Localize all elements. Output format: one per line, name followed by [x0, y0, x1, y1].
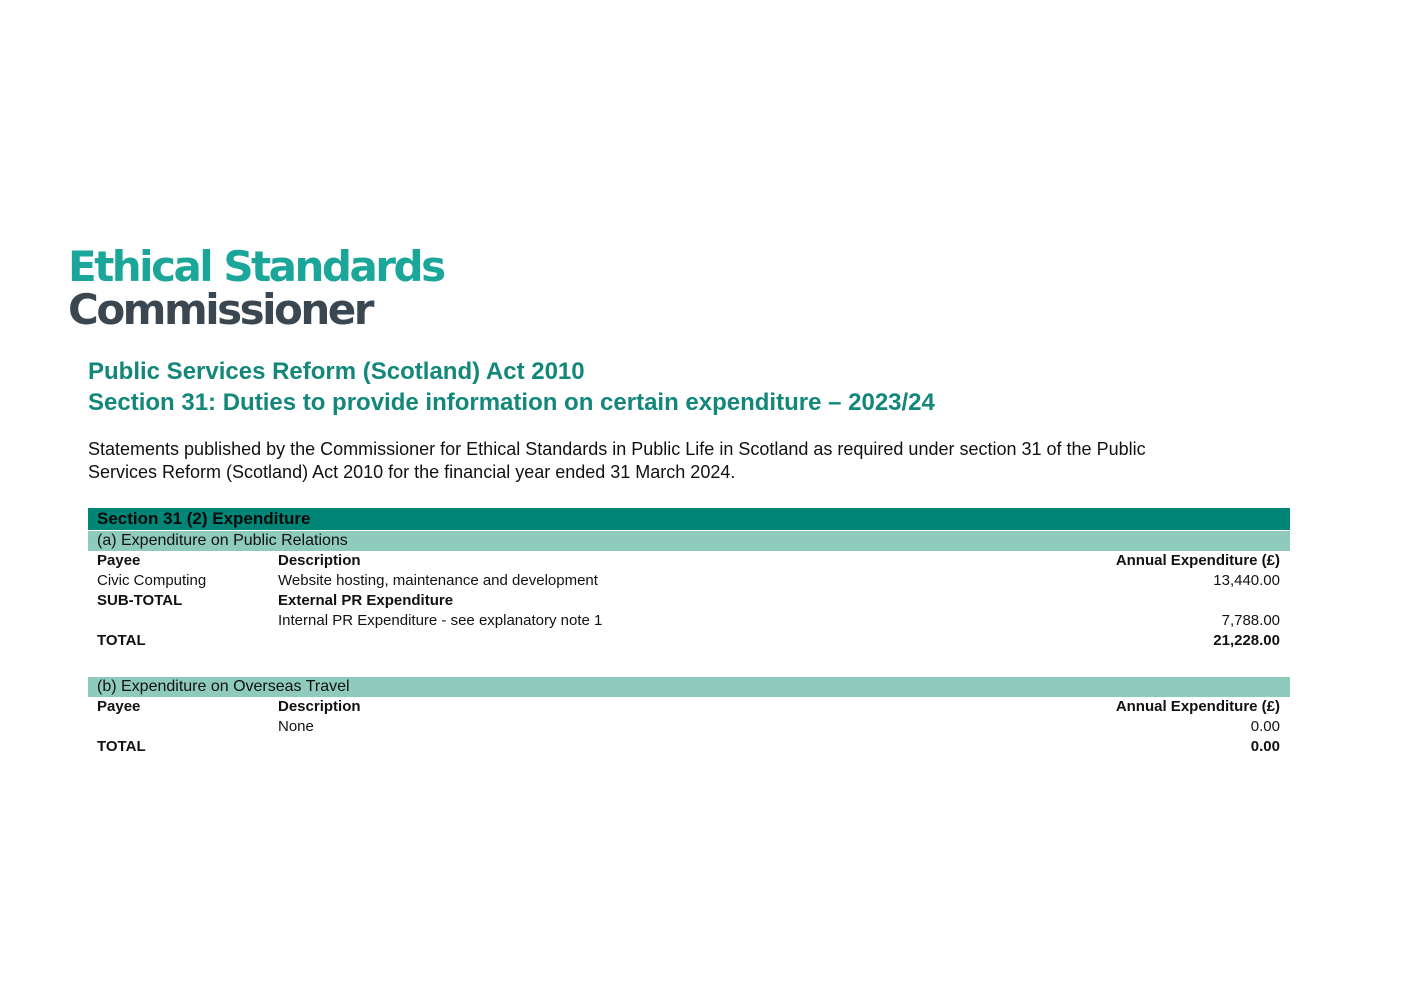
travel-col-description: Description [278, 698, 361, 715]
travel-column-header-row [88, 697, 1290, 717]
table-row [88, 717, 1290, 737]
pr-internal-amount: 7,788.00 [1221, 612, 1280, 629]
expenditure-table [88, 508, 1290, 651]
pr-subtotal-row [88, 591, 1290, 611]
section-header-bar: Section 31 (2) Expenditure [88, 508, 1290, 530]
pr-col-payee: Payee [97, 552, 141, 569]
intro-line-1: Statements published by the Commissioner for Ethical Standards in Public Life in Scotland as required under section 31 of the Public [88, 439, 1146, 459]
pr-total-amount: 21,228.00 [1213, 632, 1280, 649]
pr-row1-payee: Civic Computing [97, 572, 207, 589]
logo-line-ethical-standards: Ethical Standards [68, 242, 444, 291]
pr-total-label: TOTAL [97, 632, 146, 649]
pr-col-amount: Annual Expenditure (£) [1115, 552, 1280, 569]
pr-column-header-row [88, 551, 1290, 571]
pr-subtotal-description: External PR Expenditure [278, 592, 454, 609]
travel-total-amount: 0.00 [1250, 738, 1280, 755]
pr-row1-description: Website hosting, maintenance and development [278, 572, 598, 589]
pr-subheader-bar: (a) Expenditure on Public Relations [88, 531, 1290, 551]
travel-subheader-bar: (b) Expenditure on Overseas Travel [88, 677, 1290, 697]
intro-line-2: Services Reform (Scotland) Act 2010 for the financial year ended 31 March 2024. [88, 462, 736, 482]
pr-subtotal-label: SUB-TOTAL [97, 592, 183, 609]
table-row [88, 571, 1290, 591]
travel-col-amount: Annual Expenditure (£) [1115, 698, 1280, 715]
travel-total-label: TOTAL [97, 738, 146, 755]
title-section: Section 31: Duties to provide information on certain expenditure – 2023/24 [88, 389, 935, 416]
travel-col-payee: Payee [97, 698, 141, 715]
pr-col-description: Description [278, 552, 361, 569]
logo-line-commissioner: Commissioner [68, 285, 372, 334]
table-row [88, 611, 1290, 631]
title-act: Public Services Reform (Scotland) Act 2010 [88, 358, 585, 385]
travel-total-row [88, 737, 1290, 757]
pr-internal-description: Internal PR Expenditure - see explanatory note 1 [278, 612, 603, 629]
pr-row1-amount: 13,440.00 [1213, 572, 1280, 589]
overseas-travel-table [88, 677, 1290, 757]
intro-paragraph [88, 438, 1288, 484]
travel-row1-description: None [278, 718, 314, 735]
travel-row1-amount: 0.00 [1250, 718, 1280, 735]
page-title [88, 356, 935, 418]
logo [68, 242, 444, 334]
pr-total-row [88, 631, 1290, 651]
